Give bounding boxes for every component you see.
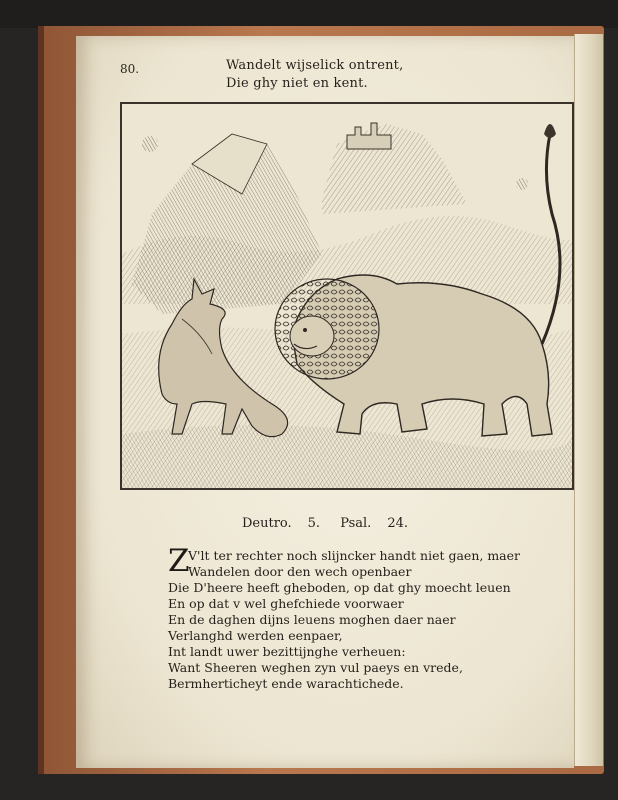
- verse-line: Wandelen door den wech openbaer: [188, 564, 412, 579]
- book-spine: [38, 26, 44, 774]
- motto-line-2: Die ghy niet en kent.: [226, 76, 368, 91]
- lion-and-fox-engraving: [120, 102, 574, 490]
- reference-chapter-1: 5.: [307, 516, 321, 531]
- verse-line: Die D'heere heeft gheboden, op dat ghy moecht leuen: [168, 580, 511, 595]
- page-number: 80.: [120, 62, 140, 76]
- verse-line: Verlanghd werden eenpaer,: [168, 628, 343, 643]
- reference-book-2: Psal.: [340, 516, 372, 531]
- background-top: [0, 0, 618, 28]
- scripture-references: [76, 516, 574, 531]
- drop-cap: Z: [168, 543, 190, 579]
- verse-line: En de daghen dijns leuens moghen daer naer: [168, 612, 456, 627]
- verse-line: V'lt ter rechter noch slijncker handt niet gaen, maer: [188, 548, 521, 563]
- verse-line: Want Sheeren weghen zyn vul paeys en vrede,: [168, 660, 463, 675]
- verse-line: En op dat v wel ghefchiede voorwaer: [168, 596, 404, 611]
- verse-line: Bermherticheyt ende warachtichede.: [168, 676, 404, 691]
- motto-line-1: Wandelt wijselick ontrent,: [226, 58, 404, 73]
- verse-line: Int landt uwer bezittijnghe verheuen:: [168, 644, 406, 659]
- reference-book-1: Deutro.: [241, 516, 292, 531]
- page-edges: [574, 34, 603, 766]
- reference-chapter-2: 24.: [387, 516, 409, 531]
- book-page: [76, 36, 574, 768]
